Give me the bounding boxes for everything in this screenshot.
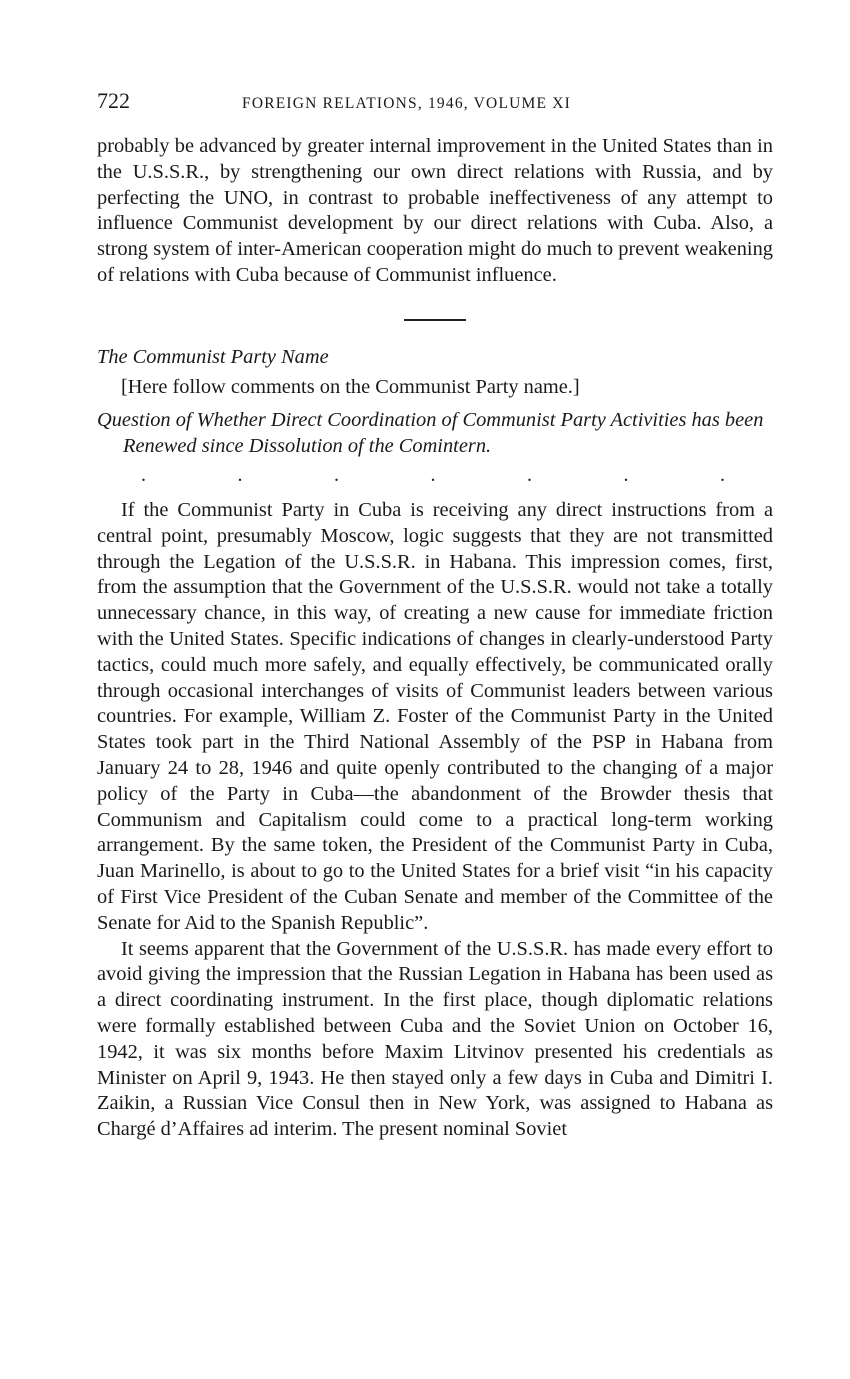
page-header <box>97 88 773 120</box>
page-number: 722 <box>97 88 130 113</box>
omission-dot: . <box>720 463 725 486</box>
editorial-note: [Here follow comments on the Communist Party name.] <box>121 375 580 398</box>
omission-dot: . <box>623 463 629 486</box>
omission-dot: . <box>141 463 146 486</box>
section-divider <box>404 319 466 321</box>
paragraph-1: If the Communist Party in Cuba is receiving any direct instructions from a central point, presumably Moscow, logic suggests that they are not transmitted through the Legation of the U.S.S.R. in Habana. This impression comes, first, from the assumption that the Government of the U.S.S.R. would not take a totally unnecessary chance, in this way, of creating a new cause for immediate friction with the United States. Specific indications of changes in clearly-understood Party tactics, could much more safely, and equally effectively, be communicated orally through occasional interchanges of visits of Communist leaders between various countries. For example, William Z. Foster of the Communist Party in the United States took part in the Third National Assembly of the PSP in Habana from January 24 to 28, 1946 and quite openly contributed to the changing of a major policy of the Party in Cuba—the abandonment of the Browder thesis that Communism and Capitalism could come to a practical long-term working arrangement. By the same token, the President of the Communist Party in Cuba, Juan Marinello, is about to go to the United States for a brief visit “in his capacity of First Vice President of the Cuban Senate and member of the Committee of the Senate for Aid to the Spanish Republic”. <box>97 498 773 934</box>
section-title: The Communist Party Name <box>97 345 329 368</box>
omission-dots <box>97 464 773 494</box>
omission-dot: . <box>237 463 243 486</box>
paragraph-continued: probably be advanced by greater internal improvement in the United States than in the U.S.S.R., by strengthening our own direct relations with Russia, and by perfecting the UNO, in contrast to probable ineffectiveness of any attempt to influence Communist development by our direct relations with Cuba. Also, a strong system of inter-American cooperation might do much to prevent weakening of relations with Cuba because of Communist influence. <box>97 135 773 286</box>
question-heading: Question of Whether Direct Coordination of Communist Party Activities has been Renewed since Dissolution of the Comintern. <box>97 409 764 458</box>
omission-dot: . <box>430 463 436 486</box>
paragraph-2: It seems apparent that the Government of the U.S.S.R. has made every effort to avoid giving the impression that the Russian Legation in Habana has been used as a direct coordinating instrument. In the first place, though diplomatic relations were formally established between Cuba and the Soviet Union on October 16, 1942, it was six months before Maxim Litvinov presented his credentials as Minister on April 9, 1943. He then stayed only a few days in Cuba and Dimitri I. Zaikin, a Russian Vice Consul then in New York, was assigned to Habana as Chargé d’Affaires ad interim. The present nominal Soviet <box>97 937 773 1141</box>
running-head: FOREIGN RELATIONS, 1946, VOLUME XI <box>242 95 571 112</box>
omission-dot: . <box>334 463 339 486</box>
document-page <box>97 88 773 1143</box>
omission-dot: . <box>527 463 532 486</box>
